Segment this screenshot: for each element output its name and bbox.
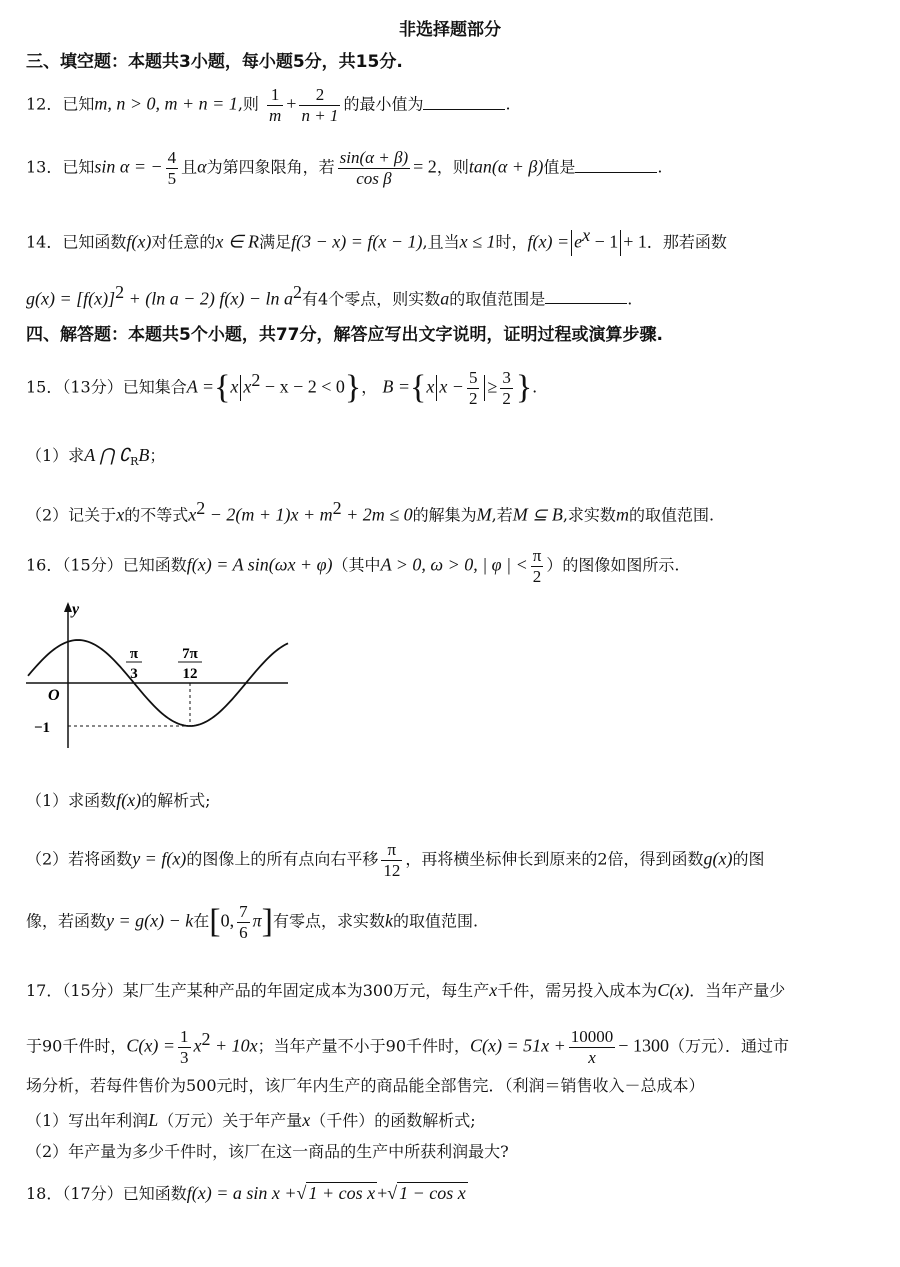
- tick-pi-3-den: 3: [130, 666, 138, 682]
- question-number: 12．: [26, 94, 63, 114]
- question-number: 16．: [26, 555, 63, 575]
- question-16: 16．（15分）已知函数f(x) = A sin(ωx + φ)（其中A > 0, ω > 0, | φ | < $\frac{\pi}{2}$ ）的图像如图所示.: [26, 546, 680, 586]
- sine-graph: [26, 600, 296, 750]
- tick-pi-3-num: π: [129, 646, 139, 662]
- question-14-line-2: $g(x) = [f(x)]^2 + (\ln$ a − 2) $f(x) - \ln a^2$有4个零点，则实数a的取值范围是 .: [26, 282, 633, 309]
- origin-label: O: [48, 687, 60, 704]
- question-18: 18．（17分）已知函数f(x) = a sin x +√ 1 + cos x +√ 1 − cos x: [26, 1183, 466, 1203]
- question-15-part-2: （2）记关于x的不等式$x^2 - 2(m + 1)x + m^2 + 2m \le 0$的解集为M,若M ⊆ B,求实数m的取值范围.: [26, 498, 715, 525]
- y-axis-label: y: [72, 601, 80, 618]
- question-17-line-2: 于90千件时，C(x) = $\frac{1}{3}$ $x^2 + 10x$；当年产量不小于90千件时，C(x) = 51x + $\frac{10000}{x}$ − 1300（万元）．通过市: [26, 1027, 789, 1067]
- tick-7pi-12-num: 7π: [182, 646, 198, 662]
- question-number: 15．: [26, 377, 63, 397]
- section-4-heading: 四、解答题：本题共5个小题，共77分，解答应写出文字说明，证明过程或演算步骤.: [26, 325, 663, 345]
- fraction: $\frac{4}{5}$: [167, 148, 177, 188]
- question-number: 17．: [26, 981, 63, 1000]
- question-14: 14．已知函数f(x)对任意的x ∈ R满足f(3 − x) = f(x − 1),且当x ≤ 1时，$f(x) = e^x - 1 + 1$．那若函数: [26, 225, 727, 256]
- y-axis-arrow: [64, 602, 72, 612]
- y-min-label: −1: [34, 720, 51, 736]
- question-17-part-2: （2）年产量为多少千件时，该厂在这一商品的生产中所获利润最大?: [26, 1142, 509, 1161]
- fraction: $\frac{\sin(\alpha + \beta)}{\text{cos β}}$: [339, 148, 409, 188]
- answer-blank: [423, 108, 505, 110]
- answer-blank: [575, 171, 657, 173]
- question-number: 14．: [26, 232, 63, 252]
- score: （15分）: [62, 981, 123, 1000]
- question-16-part-2-line-2: 像，若函数y = g(x) − k在[0, $\frac{7}{6}$ π]有零点，求实数k的取值范围.: [26, 902, 479, 942]
- question-17-line-3: 场分析，若每件售价为500元时，该厂年内生产的商品能全部售完．（利润＝销售收入－总成本）: [26, 1076, 705, 1095]
- question-15: 15．（13分）已知集合A ={x $x^2 - x - 2 < 0$}， B ={x x − $\frac{5}{2}$ ≥ $\frac{3}{2}$ }.: [26, 368, 538, 408]
- question-17: 17．（15分）某厂生产某种产品的年固定成本为300万元，每生产x千件，需另投入成本为C(x)．当年产量少: [26, 980, 786, 1000]
- question-17-part-1: （1）写出年利润L（万元）关于年产量x（千件）的函数解析式;: [26, 1110, 476, 1130]
- question-12: 12．已知m, n > 0, m + n = 1,则 $\frac{1}{m}$ + $\frac{2}{n + 1}$ 的最小值为 .: [26, 85, 511, 125]
- fraction: $\frac{2}{n + 1}$: [301, 85, 339, 125]
- fraction: $\frac{1}{m}$: [269, 85, 282, 125]
- question-16-part-2: （2）若将函数y = f(x)的图像上的所有点向右平移 $\frac{\pi}{12}$ ，再将横坐标伸长到原来的2倍，得到函数g(x)的图: [26, 840, 765, 880]
- question-number: 13．: [26, 157, 63, 177]
- score: （13分）: [62, 377, 123, 397]
- score: （15分）: [62, 555, 123, 575]
- question-13: 13．已知sin α = − $\frac{4}{5}$ 且α为第四象限角，若 $\frac{\sin(\alpha + \beta)}{\text{cos β}}$ = 2，则tan(α + β)值是 .: [26, 148, 663, 188]
- question-number: 18．: [26, 1184, 63, 1203]
- question-16-part-1: （1）求函数f(x)的解析式;: [26, 790, 211, 810]
- section-3-heading: 三、填空题：本题共3小题，每小题5分，共15分.: [26, 52, 403, 72]
- score: （17分）: [62, 1184, 123, 1203]
- page-title: 非选择题部分: [399, 20, 501, 40]
- answer-blank: [545, 302, 627, 304]
- question-15-part-1: （1）求A ⋂ $∁_RB$；: [26, 445, 166, 469]
- tick-7pi-12-den: 12: [182, 666, 198, 682]
